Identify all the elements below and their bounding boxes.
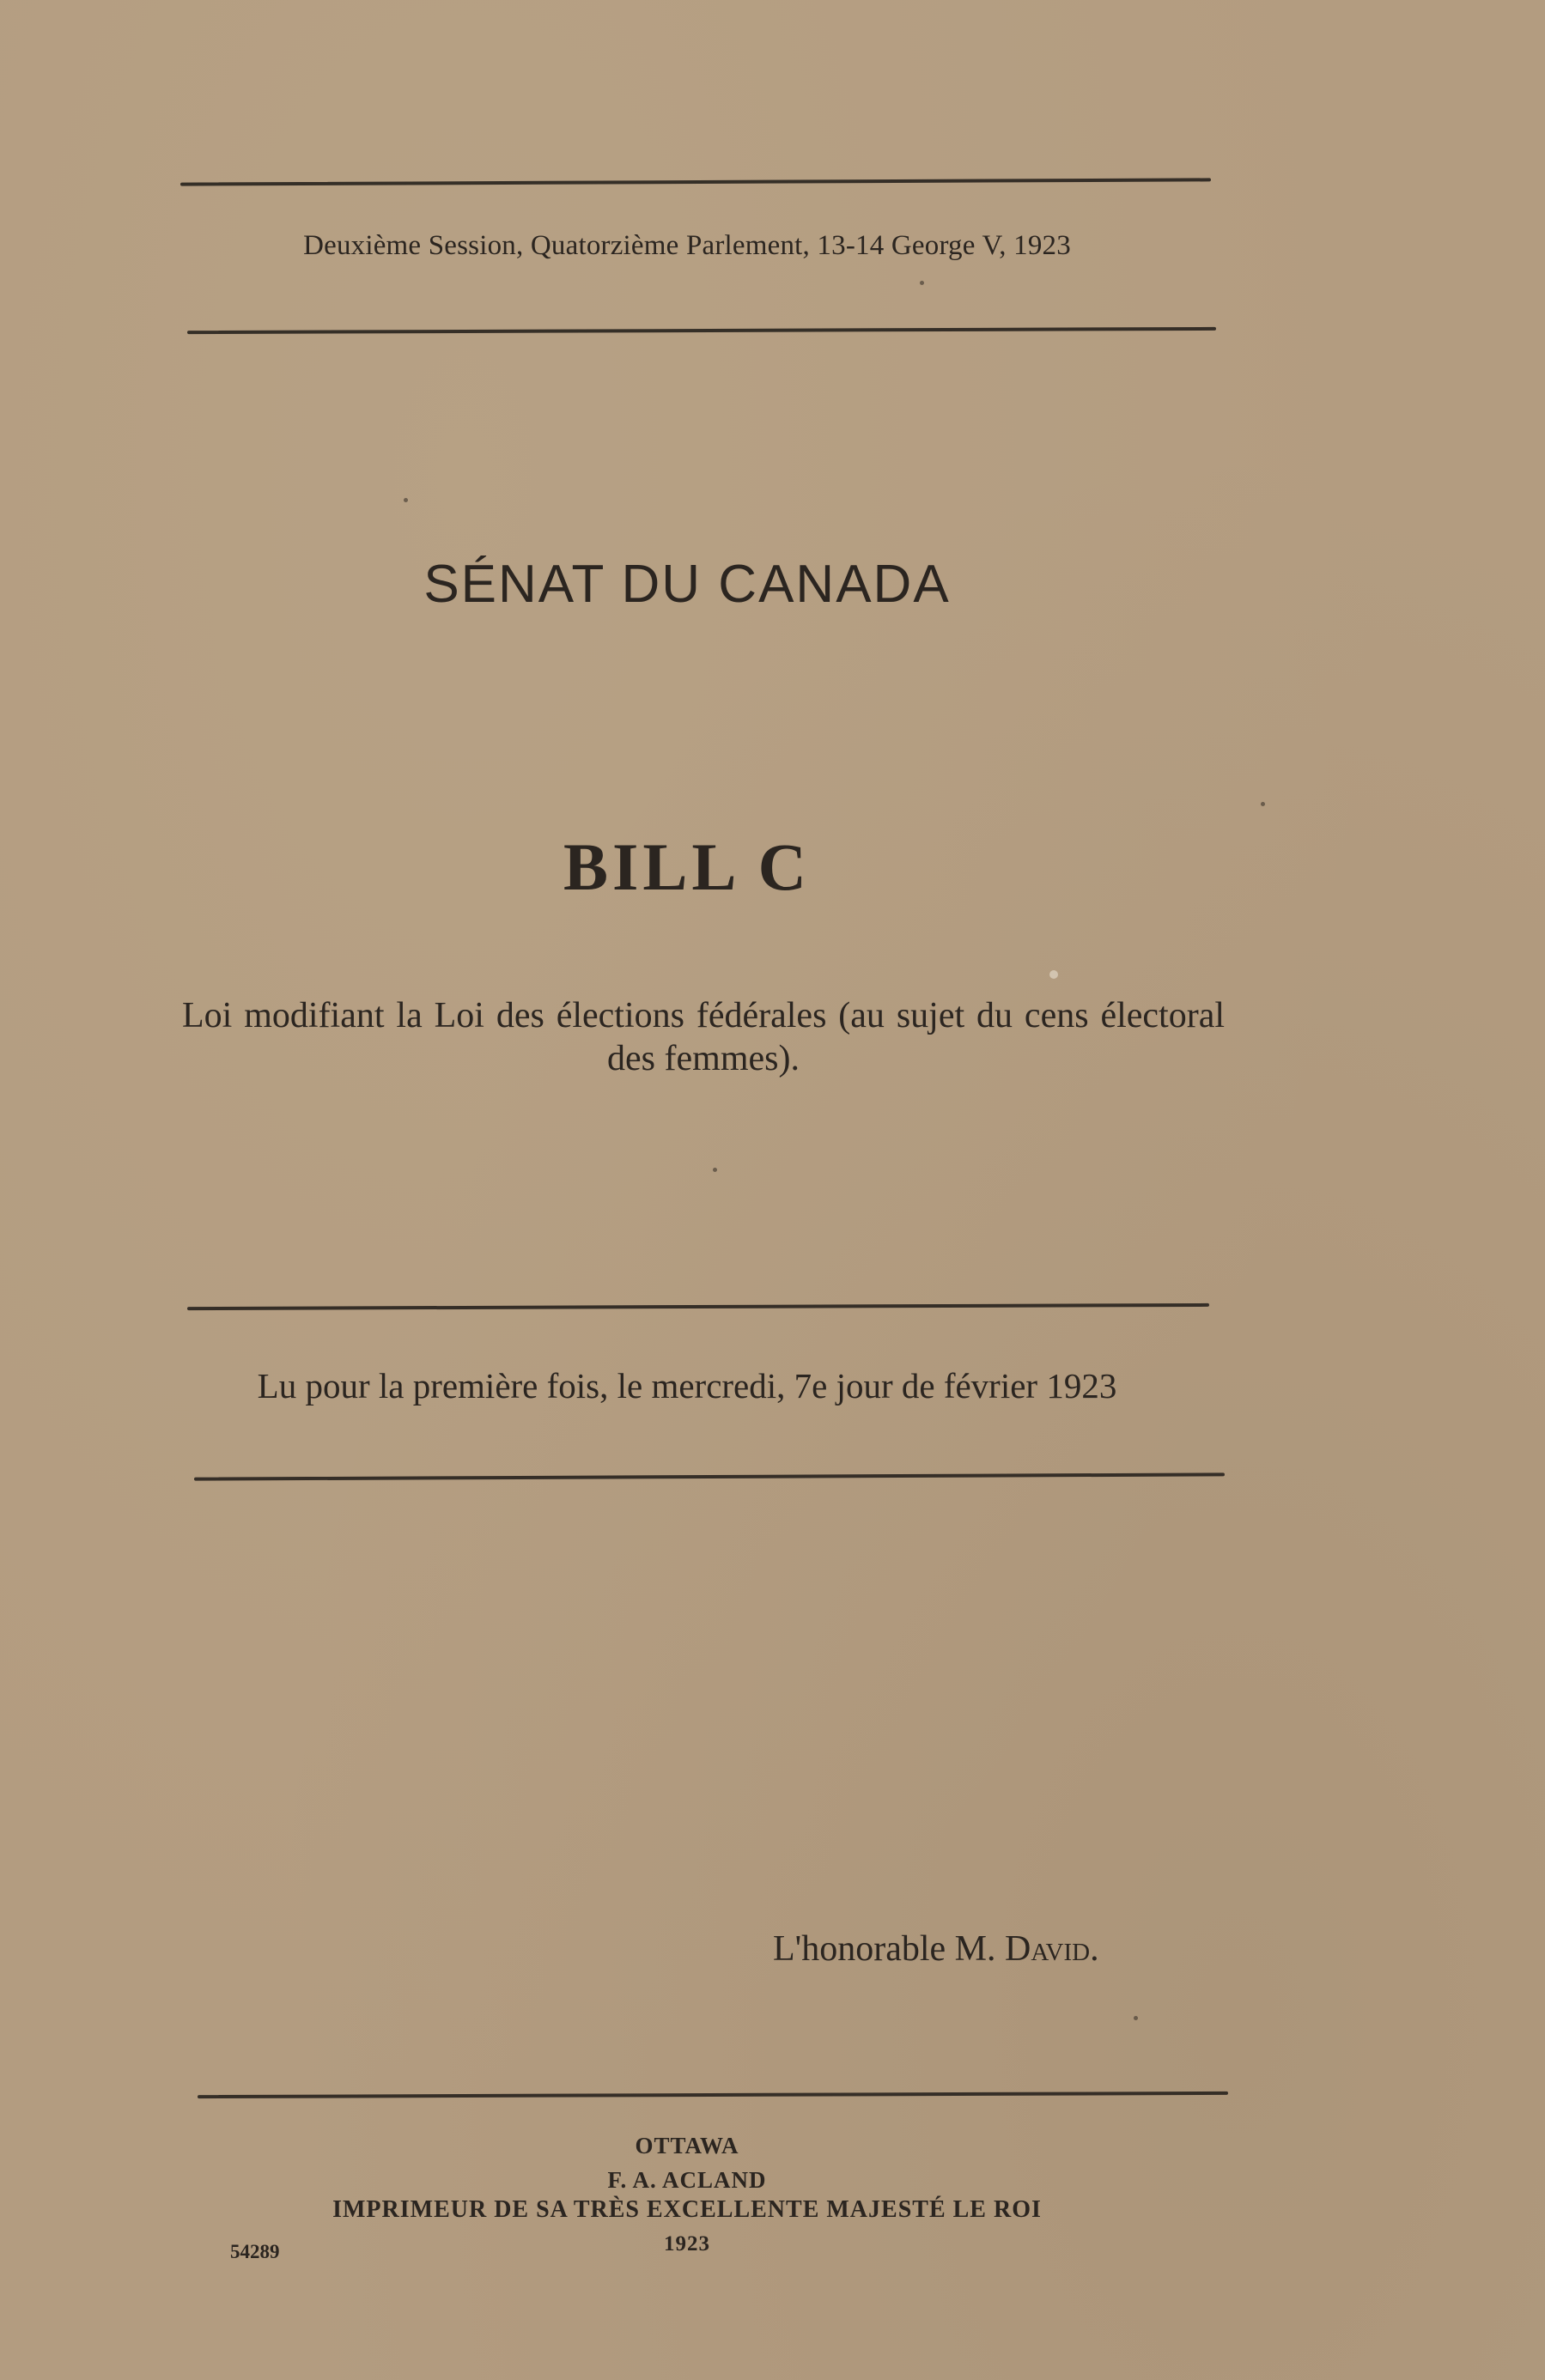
sponsor: [773, 1928, 1099, 1970]
bill-title: Loi modifiant la Loi des élections fédérales (au sujet du cens électoral des femmes).: [182, 996, 1225, 1078]
paper-speck: [713, 1168, 717, 1172]
imprint-place: OTTAWA: [635, 2133, 739, 2158]
paper-speck: [1049, 970, 1058, 979]
print-code: 54289: [230, 2241, 280, 2262]
reading-top-rule: [187, 1303, 1209, 1310]
first-reading-line: Lu pour la première fois, le mercredi, 7e jour de février 1923: [257, 1366, 1117, 1406]
sponsor-name: David.: [1005, 1929, 1099, 1969]
paper-speck: [404, 498, 408, 502]
imprint-year: 1923: [664, 2232, 710, 2256]
reading-bottom-rule: [194, 1472, 1225, 1480]
top-rule: [180, 178, 1211, 185]
imprint-rule: [198, 2092, 1228, 2098]
imprint-printer: F. A. ACLAND: [607, 2167, 767, 2193]
paper-speck: [1261, 802, 1265, 806]
chamber-heading: SÉNAT DU CANADA: [423, 555, 951, 614]
bill-number: BILL C: [563, 829, 811, 904]
imprint-printer-title: IMPRIMEUR DE SA TRÈS EXCELLENTE MAJESTÉ LE ROI: [332, 2196, 1042, 2223]
session-rule: [187, 327, 1216, 334]
session-line: Deuxième Session, Quatorzième Parlement, 13-14 George V, 1923: [303, 230, 1071, 261]
sponsor-prefix: L'honorable M.: [773, 1929, 996, 1969]
paper-speck: [920, 281, 924, 285]
paper-speck: [1134, 2016, 1138, 2020]
